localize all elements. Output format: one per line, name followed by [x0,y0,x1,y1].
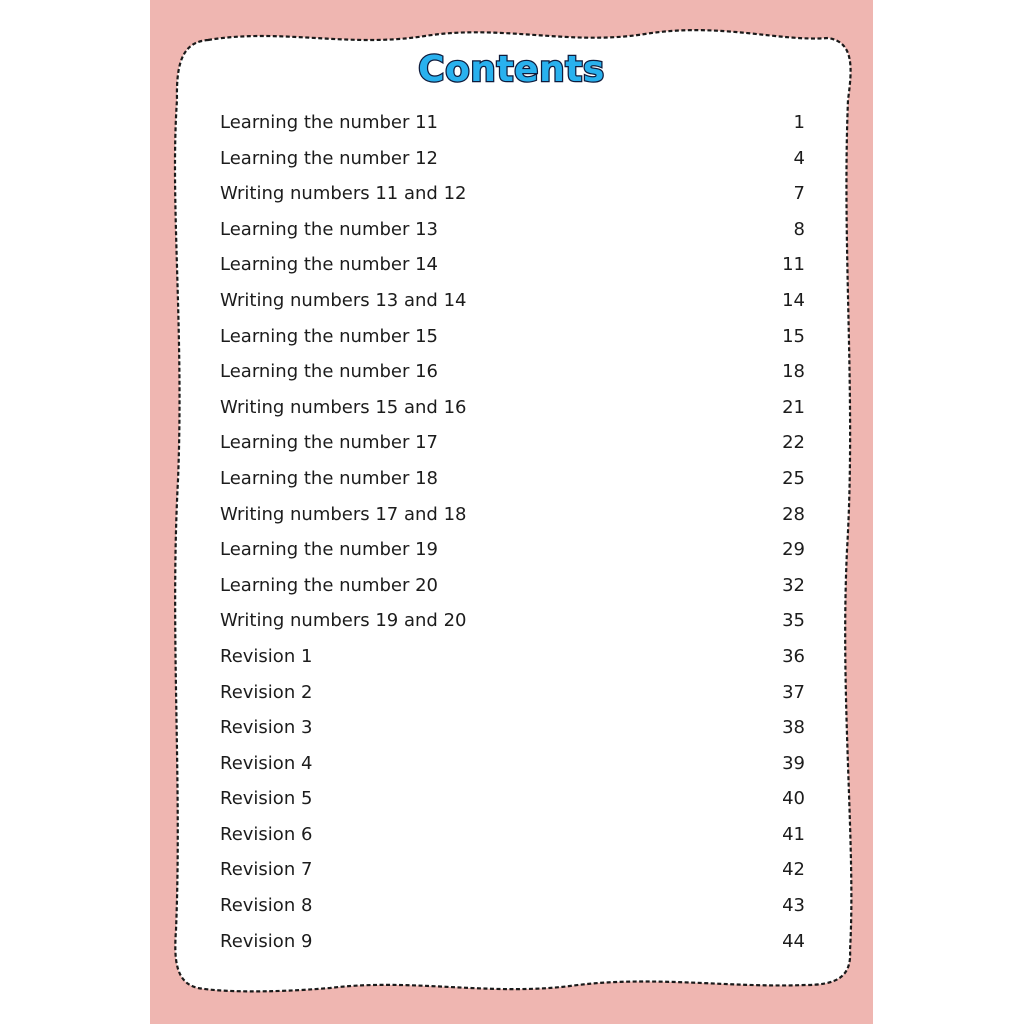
toc-entry-label: Revision 3 [220,717,313,739]
toc-entry-page-number: 35 [782,610,805,632]
toc-entry-label: Writing numbers 17 and 18 [220,503,467,525]
toc-entry [220,532,805,568]
toc-entry-label: Revision 5 [220,788,313,810]
toc-entry-page-number: 44 [782,930,805,952]
toc-entry [220,924,805,960]
toc-entry [220,888,805,924]
toc-entry-page-number: 41 [782,823,805,845]
toc-entry [220,461,805,497]
toc-entry-label: Learning the number 15 [220,325,439,347]
toc-entry [220,425,805,461]
toc-entry [220,746,805,782]
toc-entry-label: Revision 7 [220,859,313,881]
toc-entry [220,105,805,141]
toc-entry-label: Learning the number 12 [220,147,439,169]
toc-entry-page-number: 25 [782,467,805,489]
toc-entry-label: Learning the number 20 [220,574,439,596]
toc-entry-page-number: 29 [782,539,805,561]
toc-entry-page-number: 11 [782,254,805,276]
toc-entry [220,710,805,746]
toc-entry-page-number: 14 [782,289,805,311]
toc-entry-page-number: 8 [793,218,805,240]
toc-entry [220,817,805,853]
toc-entry-page-number: 38 [782,717,805,739]
toc-entry-page-number: 40 [782,788,805,810]
toc-entry [220,852,805,888]
toc-entry-label: Learning the number 17 [220,432,439,454]
toc-entry-page-number: 15 [782,325,805,347]
toc-entry [220,390,805,426]
toc-entry-page-number: 22 [782,432,805,454]
contents-title: Contents [418,49,605,90]
toc-entry-page-number: 43 [782,895,805,917]
toc-entry-page-number: 7 [793,183,805,205]
toc-entry-label: Writing numbers 13 and 14 [220,289,467,311]
table-of-contents [220,105,805,959]
toc-entry-label: Learning the number 16 [220,361,439,383]
toc-entry [220,212,805,248]
toc-entry [220,781,805,817]
toc-entry-page-number: 42 [782,859,805,881]
toc-entry-page-number: 1 [793,112,805,133]
toc-entry-label: Writing numbers 11 and 12 [220,183,467,205]
toc-entry-page-number: 32 [782,574,805,596]
toc-entry [220,603,805,639]
toc-entry-page-number: 18 [782,361,805,383]
toc-entry-page-number: 39 [782,752,805,774]
toc-entry [220,319,805,355]
toc-entry-label: Learning the number 11 [220,112,439,133]
toc-entry-label: Revision 1 [220,645,313,667]
toc-entry-label: Revision 2 [220,681,313,703]
toc-entry-page-number: 4 [793,147,805,169]
toc-entry [220,247,805,283]
toc-entry-page-number: 21 [782,396,805,418]
toc-entry-label: Learning the number 19 [220,539,439,561]
toc-entry-label: Revision 6 [220,823,313,845]
toc-entry-label: Writing numbers 19 and 20 [220,610,467,632]
toc-entry-label: Revision 8 [220,895,313,917]
toc-entry-label: Writing numbers 15 and 16 [220,396,467,418]
toc-entry-label: Learning the number 18 [220,467,439,489]
toc-entry-label: Revision 4 [220,752,313,774]
toc-entry [220,354,805,390]
toc-entry-label: Learning the number 13 [220,218,439,240]
toc-entry [220,176,805,212]
toc-entry-page-number: 28 [782,503,805,525]
toc-entry [220,283,805,319]
toc-entry [220,675,805,711]
toc-entry-page-number: 37 [782,681,805,703]
toc-entry [220,639,805,675]
book-page [150,0,873,1024]
toc-entry-page-number: 36 [782,645,805,667]
toc-entry-label: Revision 9 [220,930,313,952]
toc-entry-label: Learning the number 14 [220,254,439,276]
toc-entry [220,568,805,604]
toc-entry [220,141,805,177]
toc-entry [220,497,805,533]
